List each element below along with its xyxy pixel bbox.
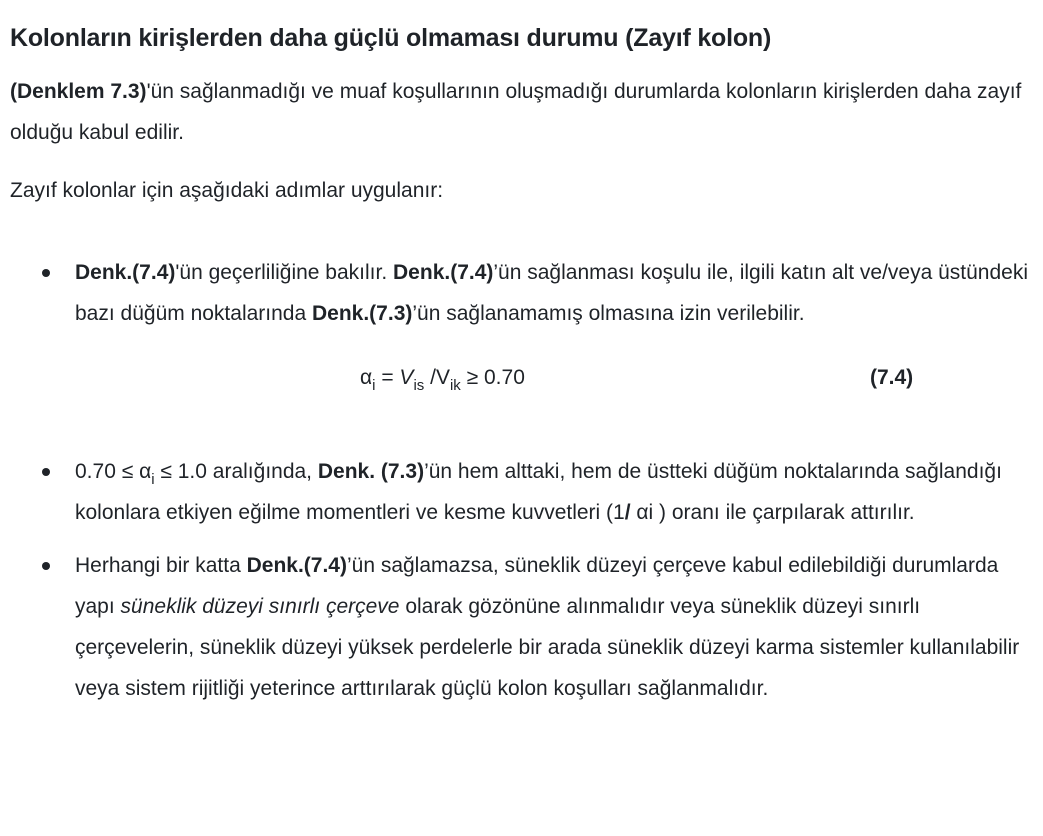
bullet-icon <box>42 269 50 277</box>
equation-block <box>10 356 1030 400</box>
intro-text: 'ün sağlanmadığı ve muaf koşullarının oluşmadığı durumlarda kolonların kirişlerden daha zayıf olduğu kabul edilir. <box>10 80 1022 144</box>
list-item-text: ’ün sağlanamamış olmasına izin verilebilir. <box>412 302 805 325</box>
equation-reference: Denk.(7.4) <box>75 261 176 284</box>
list-item-text: ’ün sağlamazsa, süneklik düzeyi çerçeve kabul edilebildiği durumlarda yapı <box>75 554 999 618</box>
variable-v: V <box>399 366 414 389</box>
list-item-text: 'ün geçerliliğine bakılır. <box>175 261 394 284</box>
subscript: ik <box>449 377 461 394</box>
emphasis-text: süneklik düzeyi sınırlı çerçeve <box>120 595 400 618</box>
list-item <box>10 451 1030 533</box>
divide-v: /V <box>424 366 450 389</box>
intro-paragraph <box>10 71 1030 153</box>
steps-list-continued <box>10 451 1030 709</box>
equation-reference: Denk.(7.3) <box>312 302 413 325</box>
inequality: ≥ 0.70 <box>460 366 525 389</box>
list-item-text: ’ün hem alttaki, hem de üstteki düğüm noktalarında sağlandığı kolonlara etkiyen eğilme momentleri ve kesme kuvvetleri (1 <box>75 460 1002 524</box>
bullet-icon <box>42 562 50 570</box>
list-item <box>10 545 1030 709</box>
steps-intro: Zayıf kolonlar için aşağıdaki adımlar uygulanır: <box>10 179 444 202</box>
equation-reference: Denk.(7.4) <box>246 554 347 577</box>
bullet-icon <box>42 468 50 476</box>
alpha-symbol: α <box>360 366 373 389</box>
document <box>10 0 1030 709</box>
equation-expression <box>360 356 525 400</box>
equation-reference: Denk.(7.4) <box>393 261 494 284</box>
list-item-text: 0.70 ≤ α <box>75 460 152 483</box>
subscript: i <box>372 377 376 394</box>
list-item-text: ≤ 1.0 aralığında, <box>154 460 318 483</box>
equals-sign: = <box>375 366 400 389</box>
equation-number: (7.4) <box>870 366 914 389</box>
equation-reference: Denk. (7.3) <box>317 460 425 483</box>
subscript: i <box>151 471 155 488</box>
equation-reference: (Denklem 7.3) <box>10 80 147 103</box>
list-item-text: αi ) oranı ile çarpılarak attırılır. <box>630 501 915 524</box>
list-item-text: olarak gözönüne alınmalıdır veya süneklik düzeyi sınırlı çerçevelerin, süneklik düzeyi yüksek perdelerle bir arada süneklik düzeyi karma sistemler kullanılabilir veya sistem rijitliği yeterince arttırılarak güçlü kolon koşulları sağlanmalıdır. <box>75 595 1020 700</box>
steps-list <box>10 252 1030 334</box>
list-item-text: ’ün sağlanması koşulu ile, ilgili katın alt ve/veya üstündeki bazı düğüm noktalarında <box>75 261 1029 325</box>
subscript: is <box>413 377 425 394</box>
section-heading: Kolonların kirişlerden daha güçlü olmaması durumu (Zayıf kolon) <box>10 24 772 52</box>
list-item-text: Herhangi bir katta <box>75 554 247 577</box>
slash: / <box>624 501 631 524</box>
list-item <box>10 252 1030 334</box>
